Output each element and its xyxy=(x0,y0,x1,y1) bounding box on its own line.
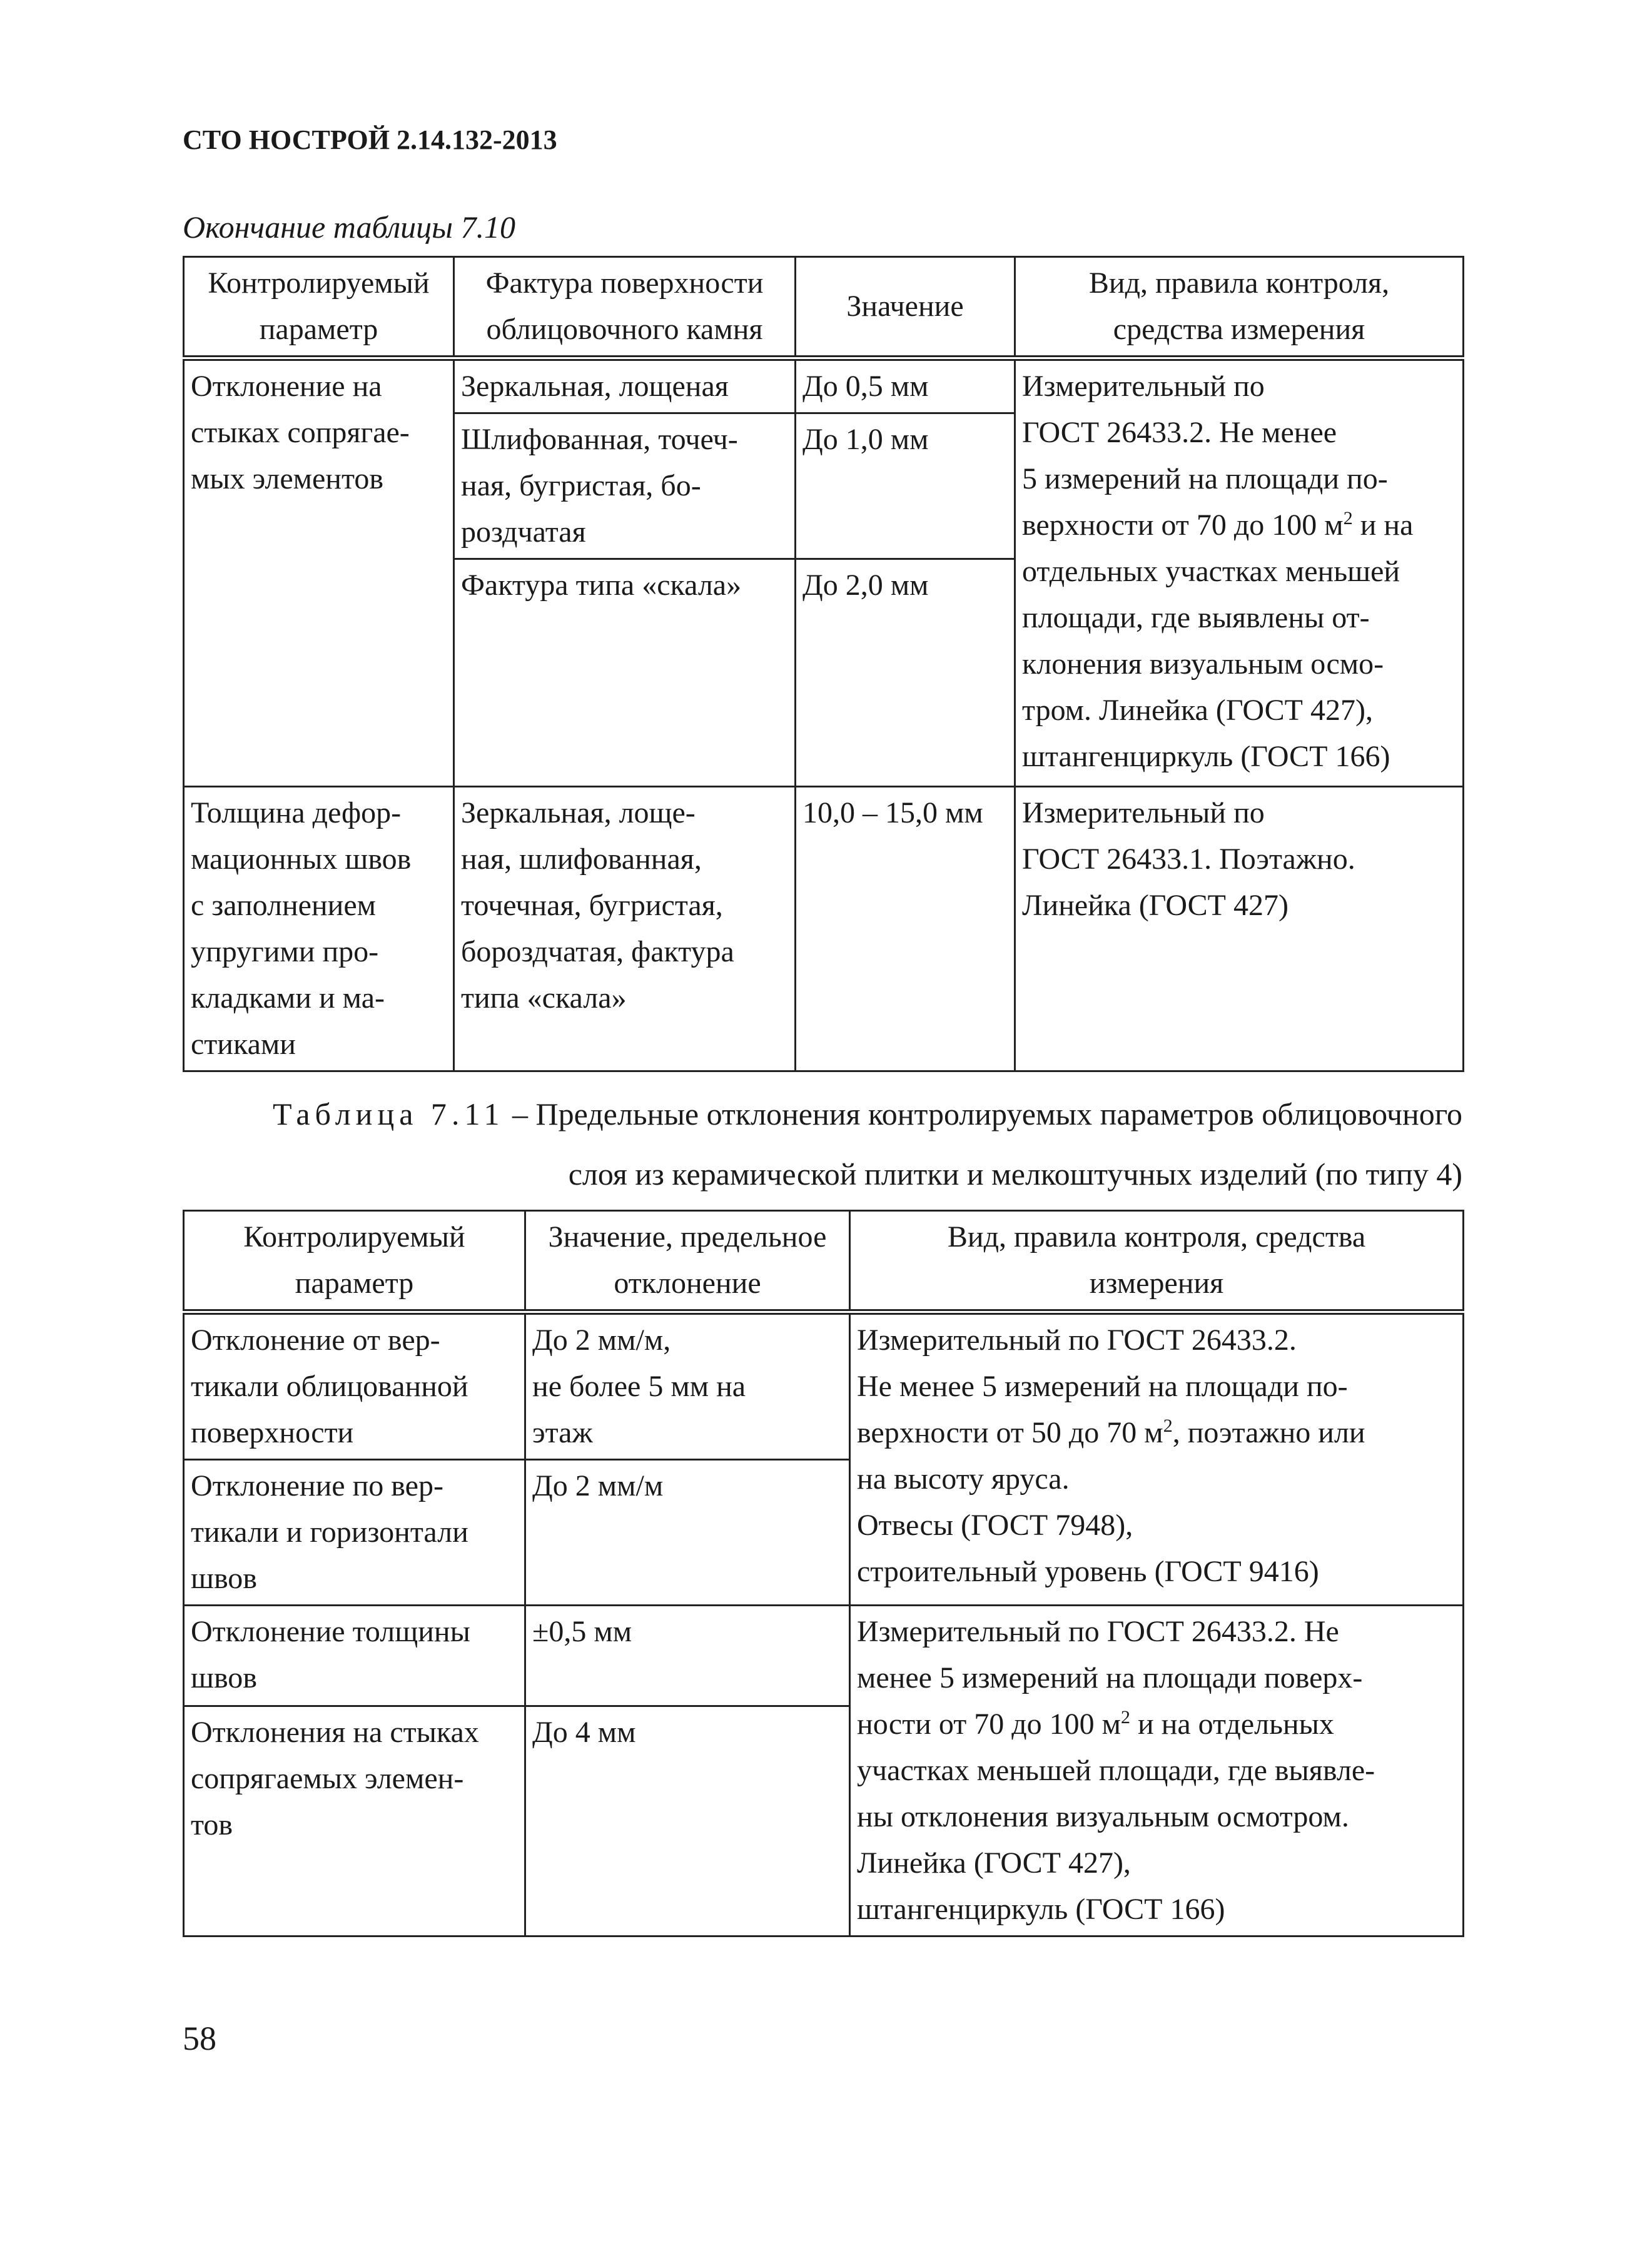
cell-line xyxy=(1022,502,1456,549)
cell-line: До 2 мм/м, xyxy=(532,1324,671,1357)
cell-line: на высоту яруса. xyxy=(857,1462,1070,1496)
value-cell xyxy=(796,358,1015,413)
cell-line: Линейка (ГОСТ 427) xyxy=(1022,889,1288,922)
cell-line: Шлифованная, точеч- xyxy=(461,423,738,456)
header-method xyxy=(850,1211,1464,1312)
cell-line: тов xyxy=(191,1808,233,1841)
cell-line: швов xyxy=(191,1562,257,1595)
value-cell xyxy=(796,413,1015,559)
method-cell xyxy=(1015,787,1464,1071)
method-cell xyxy=(1015,358,1464,787)
superscript: 2 xyxy=(1343,508,1353,529)
cell-line: ная, бугристая, бо- xyxy=(461,469,701,502)
method-cell xyxy=(850,1312,1464,1606)
cell-line: ГОСТ 26433.2. Не менее xyxy=(1022,416,1337,449)
header-line: Значение xyxy=(846,290,964,323)
cell-line: стиками xyxy=(191,1028,296,1061)
table-row xyxy=(184,358,1464,413)
header-method xyxy=(1015,257,1464,358)
header-line: Фактура поверхности xyxy=(485,266,764,300)
texture-cell xyxy=(454,413,796,559)
line-part: верхности от 70 до 100 м xyxy=(1022,509,1344,542)
cell-line: штангенциркуль (ГОСТ 166) xyxy=(857,1893,1225,1926)
cell-line xyxy=(857,1701,1456,1748)
superscript: 2 xyxy=(1121,1707,1130,1728)
method-cell xyxy=(850,1606,1464,1936)
cell-line: участках меньшей площади, где выявле- xyxy=(857,1754,1375,1787)
header-line: параметр xyxy=(295,1267,414,1300)
param-cell xyxy=(184,787,454,1071)
cell-line: Зеркальная, лоще- xyxy=(461,796,696,829)
cell-line: площади, где выявлены от- xyxy=(1022,601,1370,634)
caption-label: Таблица 7.11 xyxy=(273,1096,505,1131)
cell-line: Измерительный по ГОСТ 26433.2. Не xyxy=(857,1615,1339,1648)
cell-line: Отвесы (ГОСТ 7948), xyxy=(857,1509,1133,1542)
value-cell xyxy=(525,1706,850,1936)
value-cell xyxy=(796,787,1015,1071)
cell-line: поверхности xyxy=(191,1416,354,1449)
line-part: и на отдельных xyxy=(1130,1708,1334,1741)
cell-line: мых элементов xyxy=(191,462,383,495)
cell-line: строительный уровень (ГОСТ 9416) xyxy=(857,1555,1319,1588)
cell-line: отдельных участках меньшей xyxy=(1022,555,1400,588)
value-cell xyxy=(525,1312,850,1460)
table-row xyxy=(184,1312,1464,1460)
cell-line: швов xyxy=(191,1661,257,1694)
table-header-row xyxy=(184,257,1464,358)
cell-line: Отклонение от вер- xyxy=(191,1324,440,1357)
texture-cell xyxy=(454,559,796,787)
header-texture xyxy=(454,257,796,358)
cell-line: тром. Линейка (ГОСТ 427), xyxy=(1022,694,1373,727)
header-param xyxy=(184,1211,525,1312)
document-code-header: СТО НОСТРОЙ 2.14.132-2013 xyxy=(183,124,557,155)
header-line: Контролируемый xyxy=(243,1220,465,1253)
header-line: отклонение xyxy=(614,1267,761,1300)
cell-line: До 0,5 мм xyxy=(802,370,929,403)
cell-line: ±0,5 мм xyxy=(532,1615,632,1648)
line-part: ности от 70 до 100 м xyxy=(857,1708,1121,1741)
header-line: параметр xyxy=(259,313,378,346)
header-line: Значение, предельное xyxy=(548,1220,827,1253)
cell-line: сопрягаемых элемен- xyxy=(191,1762,464,1795)
caption-text: – Предельные отклонения контролируемых параметров облицовочного xyxy=(504,1096,1462,1131)
header-value xyxy=(796,257,1015,358)
table-header-row xyxy=(184,1211,1464,1312)
cell-line: штангенциркуль (ГОСТ 166) xyxy=(1022,740,1390,773)
cell-line: с заполнением xyxy=(191,889,376,922)
cell-line: До 2,0 мм xyxy=(802,569,929,602)
table-row xyxy=(184,1606,1464,1706)
cell-line: Фактура типа «скала» xyxy=(461,569,742,602)
cell-line: стыках сопрягае- xyxy=(191,416,410,449)
header-value xyxy=(525,1211,850,1312)
cell-line: бороздчатая, фактура xyxy=(461,935,734,968)
cell-line: Измерительный по xyxy=(1022,370,1265,403)
cell-line: менее 5 измерений на площади поверх- xyxy=(857,1661,1363,1694)
table-7-10-caption: Окончание таблицы 7.10 xyxy=(183,210,516,245)
cell-line: Зеркальная, лощеная xyxy=(461,370,729,403)
value-cell xyxy=(525,1606,850,1706)
cell-line: ны отклонения визуальным осмотром. xyxy=(857,1800,1349,1833)
line-part: верхности от 50 до 70 м xyxy=(857,1416,1163,1449)
cell-line: точечная, бугристая, xyxy=(461,889,723,922)
cell-line: Отклонение по вер- xyxy=(191,1469,443,1502)
cell-line: мационных швов xyxy=(191,843,412,876)
cell-line: тикали и горизонтали xyxy=(191,1516,468,1549)
cell-line: роздчатая xyxy=(461,515,586,549)
param-cell xyxy=(184,1706,525,1936)
cell-line: До 1,0 мм xyxy=(802,423,929,456)
header-line: Вид, правила контроля, xyxy=(1088,266,1390,300)
cell-line: кладками и ма- xyxy=(191,981,385,1015)
line-part: и на xyxy=(1360,509,1414,542)
header-line: Контролируемый xyxy=(208,266,430,300)
cell-line: До 4 мм xyxy=(532,1716,636,1749)
cell-line: Отклонение на xyxy=(191,370,382,403)
header-line: средства измерения xyxy=(1113,313,1365,346)
texture-cell xyxy=(454,787,796,1071)
table-7-11 xyxy=(183,1210,1464,1937)
caption-line-2: слоя из керамической плитки и мелкоштучных изделий (по типу 4) xyxy=(568,1157,1462,1192)
cell-line: 5 измерений на площади по- xyxy=(1022,462,1388,495)
cell-line: не более 5 мм на xyxy=(532,1370,746,1403)
table-row xyxy=(184,787,1464,1071)
cell-line: 10,0 – 15,0 мм xyxy=(802,796,983,829)
cell-line: Измерительный по ГОСТ 26433.2. xyxy=(857,1324,1297,1357)
cell-line: Толщина дефор- xyxy=(191,796,402,829)
header-line: облицовочного камня xyxy=(486,313,763,346)
header-line: Вид, правила контроля, средства xyxy=(947,1220,1366,1253)
header-line: измерения xyxy=(1089,1267,1224,1300)
line-part: , поэтажно или xyxy=(1172,1416,1365,1449)
cell-line: Измерительный по xyxy=(1022,796,1265,829)
caption-line-1 xyxy=(183,1091,1462,1137)
cell-line: ГОСТ 26433.1. Поэтажно. xyxy=(1022,843,1355,876)
table-7-10 xyxy=(183,256,1464,1072)
param-cell xyxy=(184,1460,525,1606)
cell-line: тикали облицованной xyxy=(191,1370,468,1403)
cell-line: Отклонение толщины xyxy=(191,1615,470,1648)
page-number: 58 xyxy=(183,2020,216,2057)
cell-line: этаж xyxy=(532,1416,593,1449)
cell-line: До 2 мм/м xyxy=(532,1469,664,1502)
texture-cell xyxy=(454,358,796,413)
cell-line xyxy=(857,1410,1456,1456)
cell-line: типа «скала» xyxy=(461,981,627,1015)
value-cell xyxy=(525,1460,850,1606)
value-cell xyxy=(796,559,1015,787)
cell-line: клонения визуальным осмо- xyxy=(1022,647,1384,681)
cell-line: ная, шлифованная, xyxy=(461,843,702,876)
cell-line: упругими про- xyxy=(191,935,379,968)
header-param xyxy=(184,257,454,358)
cell-line: Отклонения на стыках xyxy=(191,1716,479,1749)
param-cell xyxy=(184,1312,525,1460)
cell-line: Не менее 5 измерений на площади по- xyxy=(857,1370,1348,1403)
param-cell xyxy=(184,358,454,787)
cell-line: Линейка (ГОСТ 427), xyxy=(857,1846,1131,1880)
param-cell xyxy=(184,1606,525,1706)
superscript: 2 xyxy=(1163,1415,1173,1436)
